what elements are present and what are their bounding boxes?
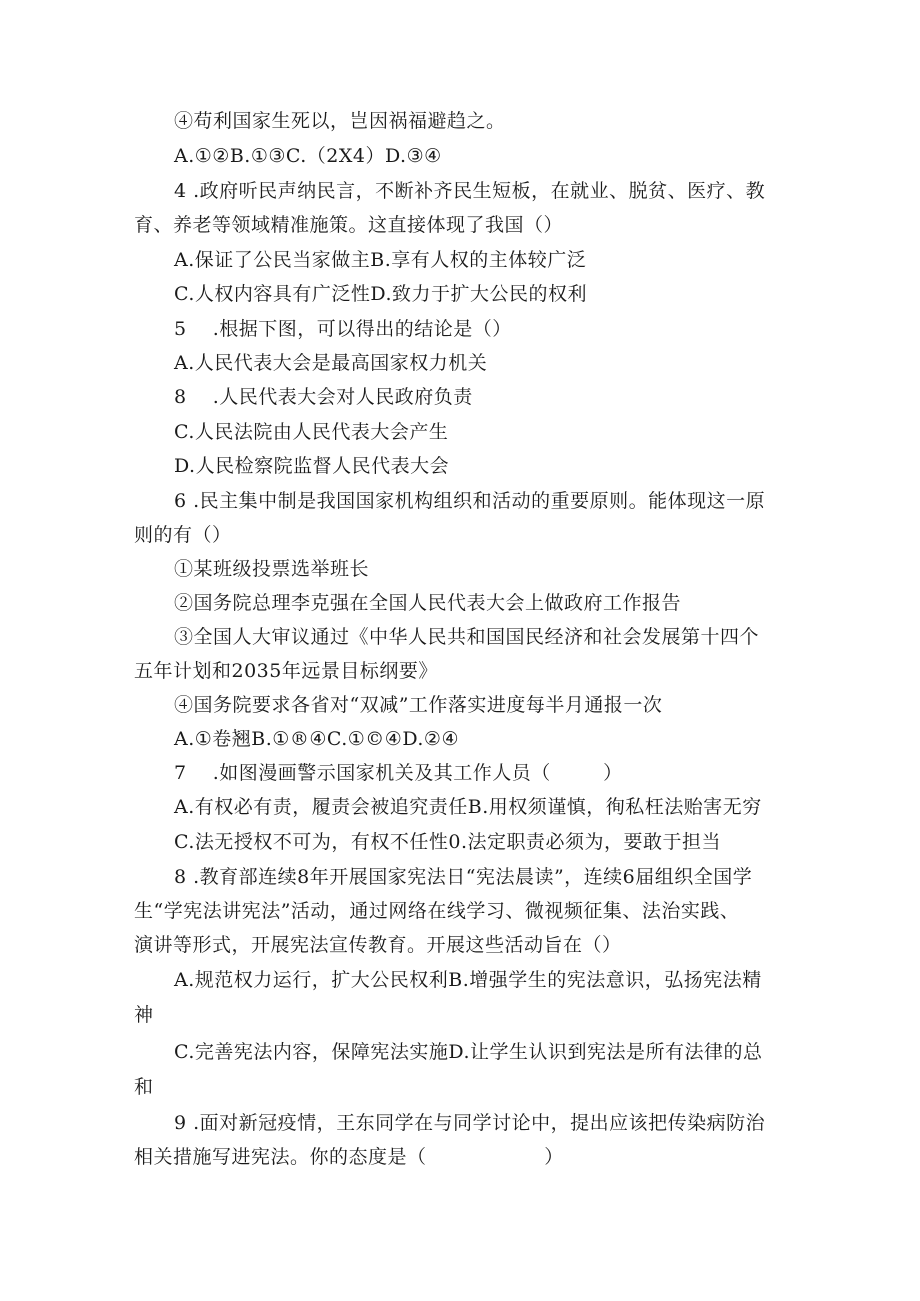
answer-option-a: A.人民代表大会是最高国家权力机关 [174, 352, 488, 374]
question-8: 8 .教育部连续8年开展国家宪法日“宪法晨读”，连续6届组织全国学 [174, 866, 753, 888]
answer-options-q8-ab-cont: 神 [134, 1004, 154, 1026]
answer-options-q4-cd: C.人权内容具有广泛性D.致力于扩大公民的权利 [174, 283, 587, 305]
question-4: 4 .政府听民声纳民言，不断补齐民生短板，在就业、脱贫、医疗、教 [174, 180, 766, 202]
question-8-cont-2: 演讲等形式，开展宪法宣传教育。开展这些活动旨在（） [134, 934, 622, 956]
statement-4: ④国务院要求各省对“双减”工作落实进度每半月通报一次 [174, 694, 663, 716]
statement-2: ②国务院总理李克强在全国人民代表大会上做政府工作报告 [174, 592, 682, 614]
answer-options-q7-ab: A.有权必有责，履责会被追究责任B.用权须谨慎，徇私枉法贻害无穷 [174, 796, 762, 818]
answer-option-d: D.人民检察院监督人民代表大会 [174, 455, 450, 477]
answer-options-q4-ab: A.保证了公民当家做主B.享有人权的主体较广泛 [174, 249, 587, 271]
answer-options-q7-cd: C.法无授权不可为，有权不任性0.法定职责必须为，要敢于担当 [174, 831, 722, 853]
question-9: 9 .面对新冠疫情，王东同学在与同学讨论中，提出应该把传染病防治 [174, 1112, 766, 1134]
question-8-cont-1: 生“学宪法讲宪法”活动，通过网络在线学习、微视频征集、法治实践、 [134, 900, 740, 922]
question-5: 5 .根据下图，可以得出的结论是（） [174, 318, 512, 340]
answer-options-q8-cd-cont: 和 [134, 1076, 154, 1098]
answer-options-q8-cd: C.完善宪法内容，保障宪法实施D.让学生认识到宪法是所有法律的总 [174, 1041, 763, 1063]
question-6-cont: 则的有（） [134, 524, 232, 546]
question-7: 7 .如图漫画警示国家机关及其工作人员（ ） [174, 762, 623, 784]
question-9-cont: 相关措施写进宪法。你的态度是（ ） [134, 1146, 564, 1168]
answer-options-q3: A.①②B.①③C.（2X4）D.③④ [174, 145, 442, 167]
statement-1: ①某班级投票选举班长 [174, 558, 370, 580]
text-line: ④苟利国家生死以，岂因祸福避趋之。 [174, 110, 506, 132]
statement-3-cont: 五年计划和2035年远景目标纲要》 [134, 660, 438, 682]
answer-option-b: 8 .人民代表大会对人民政府负责 [174, 386, 473, 408]
answer-options-q6: A.①卷翘B.①®④C.①©④D.②④ [174, 728, 459, 750]
question-4-cont: 育、养老等领域精准施策。这直接体现了我国（） [134, 214, 564, 236]
answer-options-q8-ab: A.规范权力运行，扩大公民权利B.增强学生的宪法意识，弘扬宪法精 [174, 969, 762, 991]
statement-3: ③全国人大审议通过《中华人民共和国国民经济和社会发展第十四个 [174, 626, 760, 648]
question-6: 6 .民主集中制是我国国家机构组织和活动的重要原则。能体现这一原 [174, 490, 766, 512]
answer-option-c: C.人民法院由人民代表大会产生 [174, 421, 449, 443]
